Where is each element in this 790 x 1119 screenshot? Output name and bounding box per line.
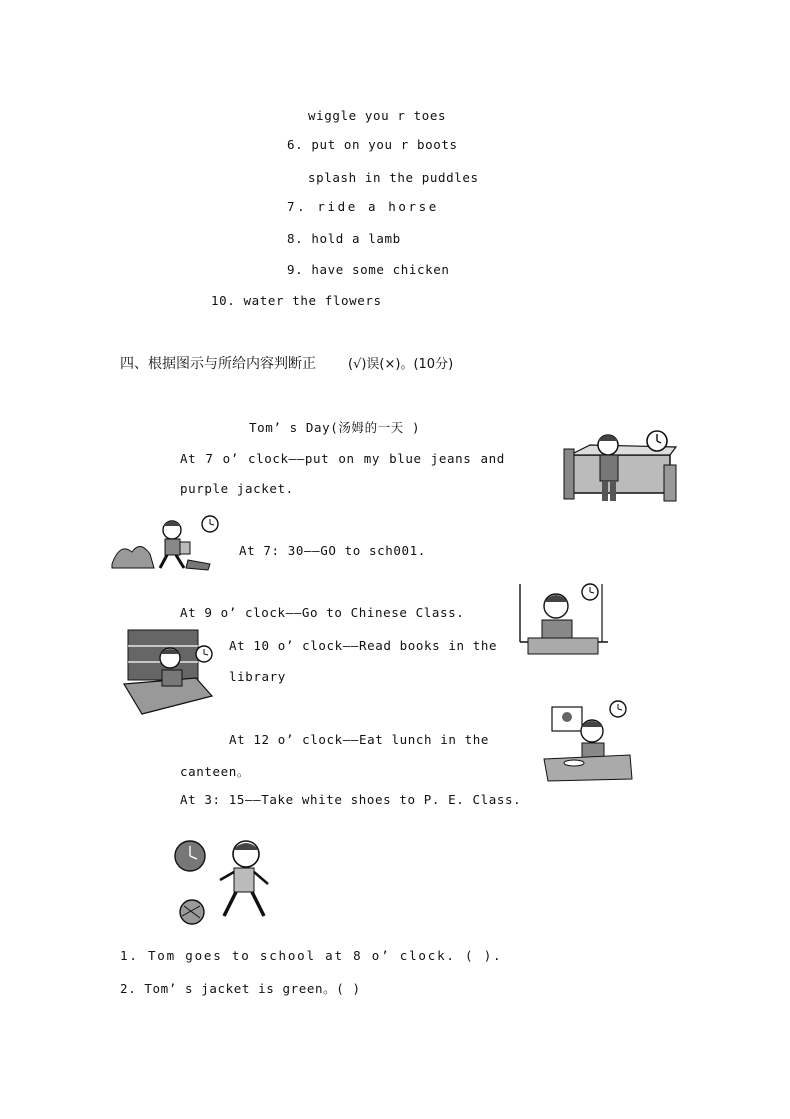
story-line-6: At 3: 15——Take white shoes to P. E. Class. — [180, 792, 522, 807]
list-line-1: wiggle you r toes — [308, 108, 447, 123]
story-line-2: At 7: 30——GO to sch001. — [239, 543, 426, 558]
list-line-7: 10. water the flowers — [211, 293, 382, 308]
section-heading-tail: (√)误(×)。(10分) — [348, 357, 454, 372]
walking-to-school-illustration — [110, 512, 222, 574]
story-line-3: At 9 o’ clock——Go to Chinese Class. — [180, 605, 465, 620]
story-line-1b: purple jacket. — [180, 481, 294, 496]
story-line-1a: At 7 o’ clock——put on my blue jeans and — [180, 451, 505, 466]
story-line-5a: At 12 o’ clock——Eat lunch in the — [229, 732, 490, 747]
bed-dressing-illustration — [560, 425, 678, 507]
question-2: 2. Tom’ s jacket is green。( ) — [120, 981, 361, 996]
pe-class-illustration — [170, 832, 274, 932]
section-heading: 四、根据图示与所给内容判断正 — [120, 356, 316, 372]
question-1: 1. Tom goes to school at 8 o’ clock. ( ). — [120, 948, 503, 963]
list-line-2: 6. put on you r boots — [287, 137, 458, 152]
story-line-5b: canteen。 — [180, 764, 250, 779]
canteen-lunch-illustration — [540, 697, 634, 785]
story-title: Tom’ s Day(汤姆的一天 ) — [249, 420, 421, 435]
list-line-6: 9. have some chicken — [287, 262, 450, 277]
list-line-4: 7. ride a horse — [287, 199, 439, 214]
list-line-3: splash in the puddles — [308, 170, 479, 185]
story-line-4b: library — [229, 669, 286, 684]
story-line-4a: At 10 o’ clock——Read books in the — [229, 638, 498, 653]
chinese-class-illustration — [518, 582, 610, 658]
library-illustration — [122, 626, 216, 718]
list-line-5: 8. hold a lamb — [287, 231, 401, 246]
